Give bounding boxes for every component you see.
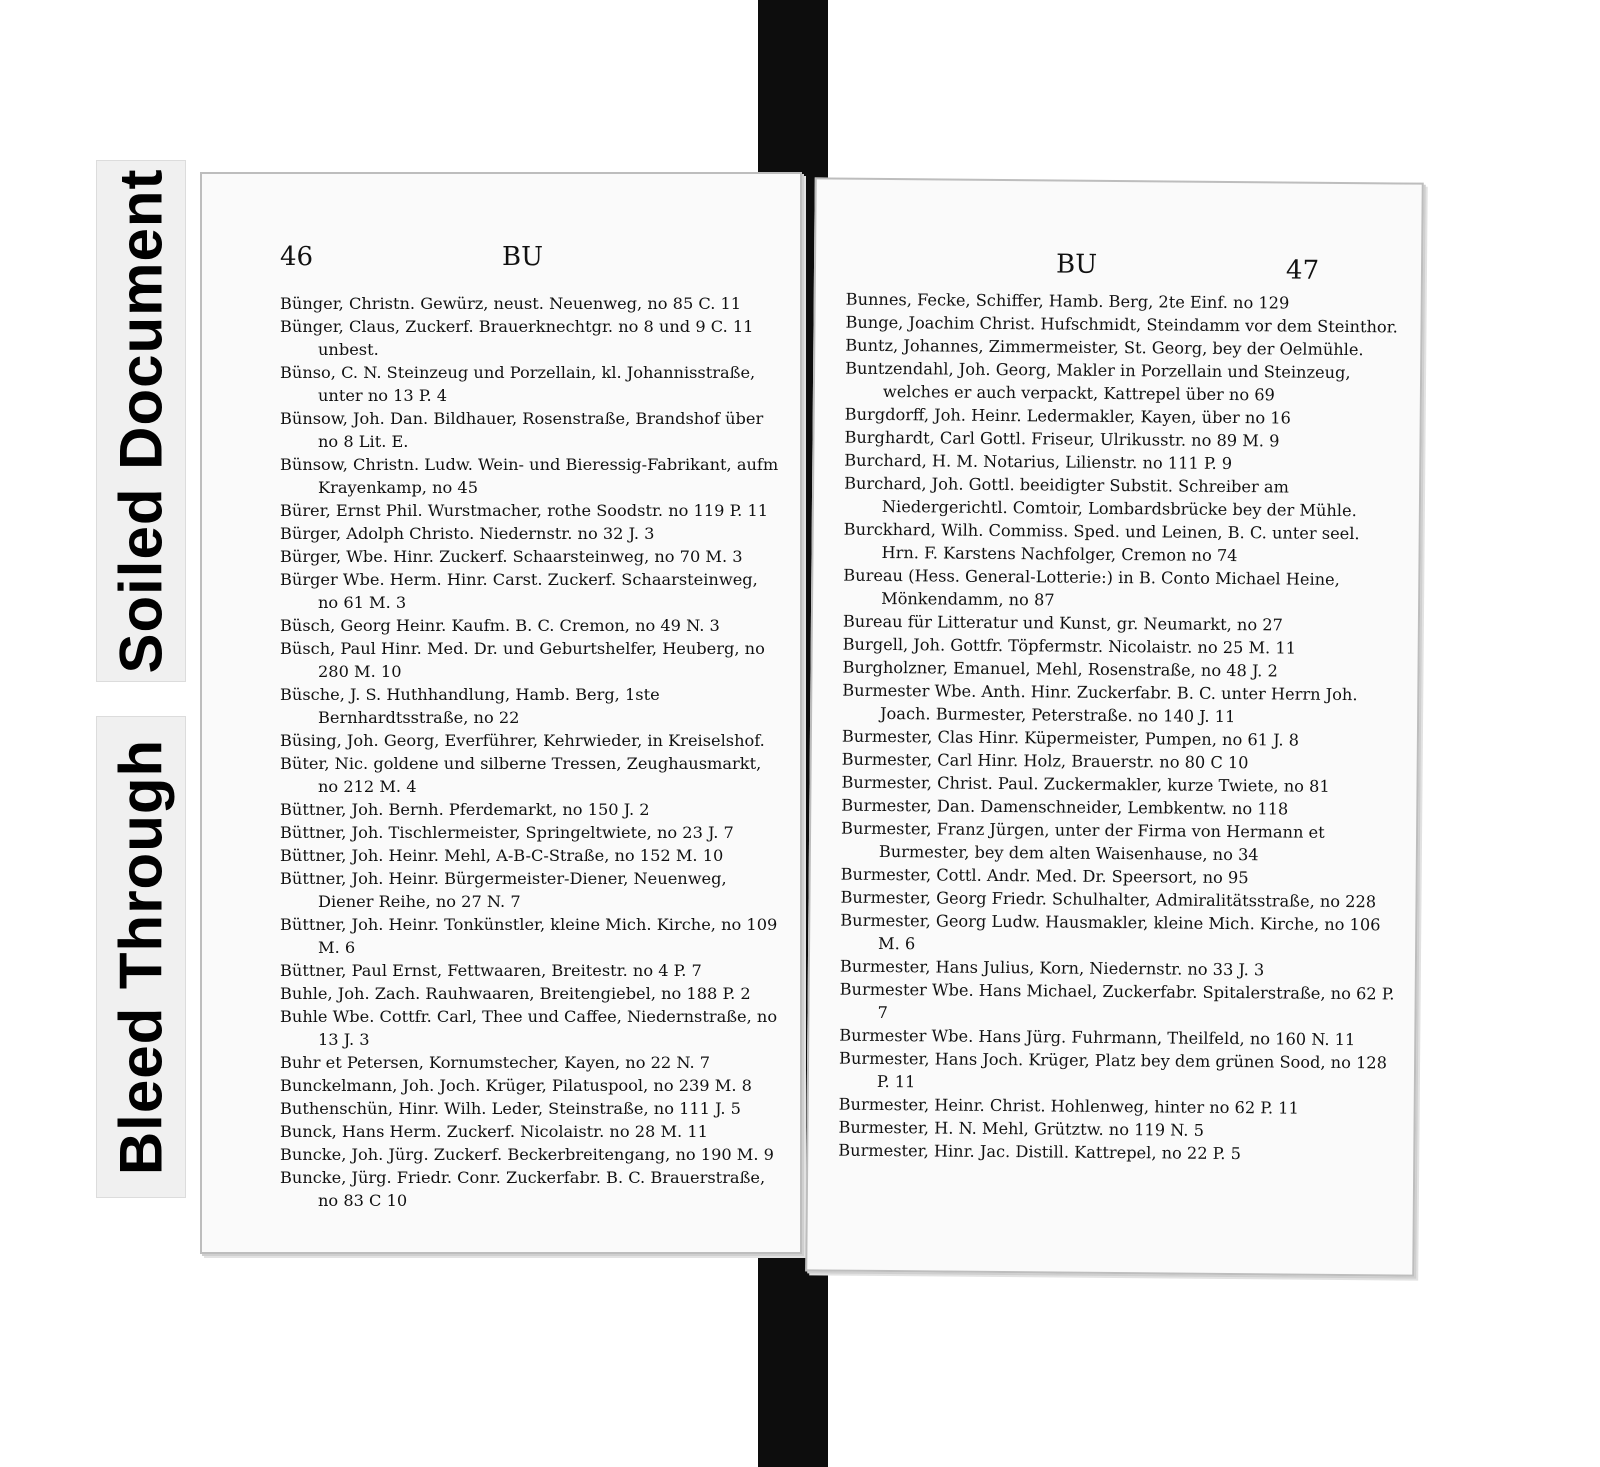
directory-entry: Burmester, Dan. Damenschneider, Lembkentw. no 118 xyxy=(841,795,1289,819)
left-page xyxy=(200,172,802,1254)
directory-entry: Büttner, Joh. Tischlermeister, Springeltwiete, no 23 J. 7 xyxy=(280,823,734,842)
directory-entry: Buhle Wbe. Cottfr. Carl, Thee und Caffee, Niedernstraße, no 13 J. 3 xyxy=(280,1007,778,1049)
directory-entry: Burckhard, Wilh. Commiss. Sped. und Leinen, B. C. unter seel. Hrn. F. Karstens Nachfolger, Cremon no 74 xyxy=(843,519,1360,566)
directory-entry: Burgholzner, Emanuel, Mehl, Rosenstraße, no 48 J. 2 xyxy=(842,657,1278,681)
right-entry-list xyxy=(838,288,1403,1167)
page-header-left: BU xyxy=(502,242,544,272)
directory-entry: Burmester, Hans Julius, Korn, Niedernstr. no 33 J. 3 xyxy=(839,956,1265,980)
directory-entry: Büttner, Paul Ernst, Fettwaaren, Breitestr. no 4 P. 7 xyxy=(280,961,702,980)
directory-entry: Burchard, H. M. Notarius, Lilienstr. no 111 P. 9 xyxy=(844,450,1233,474)
directory-entry: Burmester, Franz Jürgen, unter der Firma von Hermann et Burmester, bey dem alten Waisenhause, no 34 xyxy=(841,818,1325,865)
directory-entry: Bunck, Hans Herm. Zuckerf. Nicolaistr. no 28 M. 11 xyxy=(280,1122,708,1141)
directory-entry: Buncke, Jürg. Friedr. Conr. Zuckerfabr. B. C. Brauerstraße, no 83 C 10 xyxy=(280,1168,766,1210)
directory-entry: Bunckelmann, Joh. Joch. Krüger, Pilatuspool, no 239 M. 8 xyxy=(280,1076,752,1095)
directory-entry: Burmester, Hans Joch. Krüger, Platz bey dem grünen Sood, no 128 P. 11 xyxy=(839,1048,1388,1092)
directory-entry: Burmester, Hinr. Jac. Distill. Kattrepel, no 22 P. 5 xyxy=(838,1140,1242,1164)
directory-entry: Burchard, Joh. Gottl. beeidigter Substit. Schreiber am Niedergerichtl. Comtoir, Lombardsbrücke bey der Mühle. xyxy=(844,473,1357,521)
directory-entry: Bunge, Joachim Christ. Hufschmidt, Steindamm vor dem Steinthor. xyxy=(845,312,1398,337)
directory-entry: Buntzendahl, Joh. Georg, Makler in Porzellain und Steinzeug, welches er auch verpackt, Kattrepel über no 69 xyxy=(845,358,1351,405)
directory-entry: Büsing, Joh. Georg, Everführer, Kehrwieder, in Kreiselshof. xyxy=(280,731,765,750)
directory-entry: Burmester Wbe. Anth. Hinr. Zuckerfabr. B. C. unter Herrn Joh. Joach. Burmester, Peterstraße. no 140 J. 11 xyxy=(842,680,1358,727)
directory-entry: Büsche, J. S. Huthhandlung, Hamb. Berg, 1ste Bernhardtsstraße, no 22 xyxy=(280,685,660,727)
directory-entry: Burmester, Georg Friedr. Schulhalter, Admiralitätsstraße, no 228 xyxy=(840,887,1377,912)
directory-entry: Bureau (Hess. General-Lotterie:) in B. Conto Michael Heine, Mönkendamm, no 87 xyxy=(843,565,1340,610)
left-entry-list xyxy=(280,292,780,1212)
page-header-right: BU xyxy=(1055,249,1098,280)
directory-entry: Bünsow, Christn. Ludw. Wein- und Bieressig-Fabrikant, aufm Krayenkamp, no 45 xyxy=(280,455,779,497)
directory-entry: Buhle, Joh. Zach. Rauhwaaren, Breitengiebel, no 188 P. 2 xyxy=(280,984,751,1003)
directory-entry: Buthenschün, Hinr. Wilh. Leder, Steinstraße, no 111 J. 5 xyxy=(280,1099,741,1118)
directory-entry: Buntz, Johannes, Zimmermeister, St. Georg, bey der Oelmühle. xyxy=(845,335,1364,360)
directory-entry: Bureau für Litteratur und Kunst, gr. Neumarkt, no 27 xyxy=(842,611,1283,635)
directory-entry: Burmester, Heinr. Christ. Hohlenweg, hinter no 62 P. 11 xyxy=(838,1094,1299,1118)
directory-entry: Burmester, Carl Hinr. Holz, Brauerstr. no 80 C 10 xyxy=(841,749,1249,773)
directory-entry: Burgell, Joh. Gottfr. Töpfermstr. Nicolaistr. no 25 M. 11 xyxy=(842,634,1297,658)
page-number-right: 47 xyxy=(1285,255,1320,286)
directory-entry: Büttner, Joh. Heinr. Mehl, A-B-C-Straße, no 152 M. 10 xyxy=(280,846,724,865)
directory-entry: Bunnes, Fecke, Schiffer, Hamb. Berg, 2te Einf. no 129 xyxy=(845,289,1290,313)
directory-entry: Bürger, Wbe. Hinr. Zuckerf. Schaarsteinweg, no 70 M. 3 xyxy=(280,547,743,566)
directory-entry: Büttner, Joh. Bernh. Pferdemarkt, no 150 J. 2 xyxy=(280,800,650,819)
directory-entry: Bünger, Christn. Gewürz, neust. Neuenweg, no 85 C. 11 xyxy=(280,294,742,313)
label-bleed-text: Bleed Through xyxy=(107,738,175,1176)
label-soiled-document xyxy=(96,160,186,682)
directory-entry: Bünsow, Joh. Dan. Bildhauer, Rosenstraße, Brandshof über no 8 Lit. E. xyxy=(280,409,764,451)
directory-entry: Bürger, Adolph Christo. Niedernstr. no 32 J. 3 xyxy=(280,524,655,543)
directory-entry: Burmester, Cottl. Andr. Med. Dr. Speersort, no 95 xyxy=(840,864,1249,888)
directory-entry: Bürer, Ernst Phil. Wurstmacher, rothe Soodstr. no 119 P. 11 xyxy=(280,501,769,520)
directory-entry: Burmester Wbe. Hans Jürg. Fuhrmann, Theilfeld, no 160 N. 11 xyxy=(839,1025,1356,1050)
directory-entry: Buhr et Petersen, Kornumstecher, Kayen, no 22 N. 7 xyxy=(280,1053,711,1072)
label-bleed-through xyxy=(96,716,186,1198)
page-number-left: 46 xyxy=(280,242,314,272)
right-page xyxy=(805,177,1424,1276)
directory-entry: Burmester, Clas Hinr. Küpermeister, Pumpen, no 61 J. 8 xyxy=(841,726,1300,750)
directory-entry: Burmester, Christ. Paul. Zuckermakler, kurze Twiete, no 81 xyxy=(841,772,1330,796)
directory-entry: Büttner, Joh. Heinr. Tonkünstler, kleine Mich. Kirche, no 109 M. 6 xyxy=(280,915,778,957)
directory-entry: Büter, Nic. goldene und silberne Tressen, Zeughausmarkt, no 212 M. 4 xyxy=(280,754,762,796)
label-soiled-text: Soiled Document xyxy=(107,168,175,674)
directory-entry: Burmester, Georg Ludw. Hausmakler, kleine Mich. Kirche, no 106 M. 6 xyxy=(840,910,1381,954)
directory-entry: Burgdorff, Joh. Heinr. Ledermakler, Kayen, über no 16 xyxy=(844,404,1291,428)
directory-entry: Bünger, Claus, Zuckerf. Brauerknechtgr. no 8 und 9 C. 11 unbest. xyxy=(280,317,754,359)
directory-entry: Burmester, H. N. Mehl, Grütztw. no 119 N. 5 xyxy=(838,1117,1205,1140)
directory-entry: Burmester Wbe. Hans Michael, Zuckerfabr. Spitalerstraße, no 62 P. 7 xyxy=(839,979,1395,1023)
directory-entry: Bünso, C. N. Steinzeug und Porzellain, kl. Johannisstraße, unter no 13 P. 4 xyxy=(280,363,756,405)
directory-entry: Büttner, Joh. Heinr. Bürgermeister-Diener, Neuenweg, Diener Reihe, no 27 N. 7 xyxy=(280,869,727,911)
directory-entry: Buncke, Joh. Jürg. Zuckerf. Beckerbreitengang, no 190 M. 9 xyxy=(280,1145,774,1164)
directory-entry: Bürger Wbe. Herm. Hinr. Carst. Zuckerf. Schaarsteinweg, no 61 M. 3 xyxy=(280,570,758,612)
directory-entry: Burghardt, Carl Gottl. Friseur, Ulrikusstr. no 89 M. 9 xyxy=(844,427,1280,451)
directory-entry: Büsch, Paul Hinr. Med. Dr. und Geburtshelfer, Heuberg, no 280 M. 10 xyxy=(280,639,765,681)
directory-entry: Büsch, Georg Heinr. Kaufm. B. C. Cremon, no 49 N. 3 xyxy=(280,616,720,635)
